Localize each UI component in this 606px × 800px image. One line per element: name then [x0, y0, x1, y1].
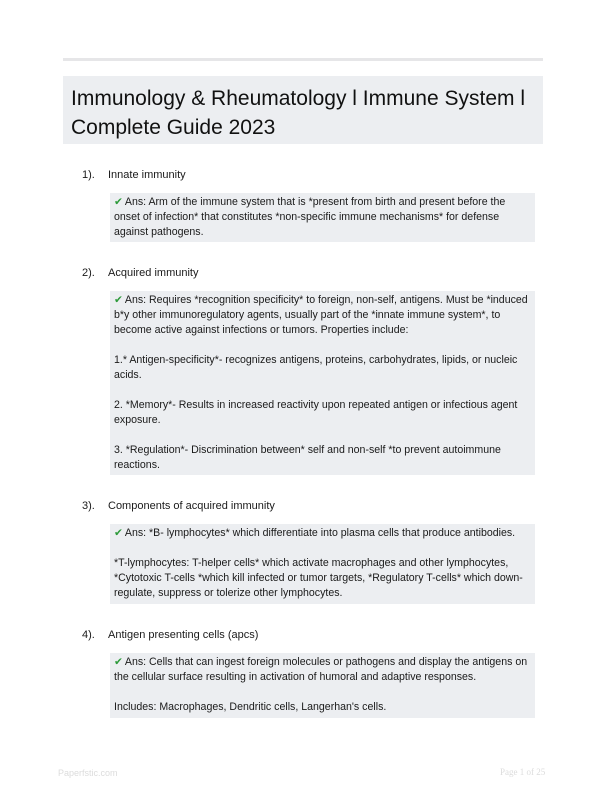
top-divider [63, 58, 543, 61]
page-number: Page 1 of 25 [500, 767, 546, 777]
answer-box [110, 653, 535, 718]
question-term: Acquired immunity [108, 267, 199, 279]
answer-paragraph: 3. *Regulation*- Discrimination between* self and non-self *to prevent autoimmune reactions. [114, 444, 501, 471]
answer-paragraph: ✔ Ans: *B- lymphocytes* which differentiate into plasma cells that produce antibodies. [114, 527, 516, 539]
answer-paragraph: ✔ Ans: Requires *recognition specificity* to foreign, non-self, antigens. Must be *induced b*y other immunoregulatory agents, usually part of the *innate immune system*, to become active against infections or tumors. Properties include: [114, 294, 528, 336]
answer-paragraph: 2. *Memory*- Results in increased reactivity upon repeated antigen or infectious agent exposure. [114, 399, 518, 426]
question-term: Antigen presenting cells (apcs) [108, 629, 259, 641]
question-number: 3). [82, 500, 95, 512]
footer-watermark: Paperfstic.com [58, 768, 118, 778]
checkmark-icon: ✔ [114, 196, 123, 208]
answer-paragraph: 1.* Antigen-specificity*- recognizes antigens, proteins, carbohydrates, lipids, or nucleic acids. [114, 354, 518, 381]
answer-box [110, 291, 535, 475]
answer-paragraph: ✔ Ans: Cells that can ingest foreign molecules or pathogens and display the antigens on the cellular surface resulting in activation of humoral and adaptive responses. [114, 656, 528, 683]
checkmark-icon: ✔ [114, 294, 123, 306]
question-number: 4). [82, 629, 95, 641]
page-title: Immunology & Rheumatology l Immune System l Complete Guide 2023 [71, 87, 526, 139]
question-term: Innate immunity [108, 169, 186, 181]
question-number: 1). [82, 169, 95, 181]
answer-paragraph: ✔ Ans: Arm of the immune system that is *present from birth and present before the onset of infection* that constitutes *non-specific immune mechanisms* for defense against pathogens. [114, 196, 506, 238]
answer-box [110, 524, 535, 604]
answer-paragraph: *T-lymphocytes: T-helper cells* which activate macrophages and other lymphocytes, *Cytotoxic T-cells *which kill infected or tumor targets, *Regulatory T-cells* which down-regulate, suppress or tolerize other lymphocytes. [114, 557, 523, 599]
title-banner [63, 76, 543, 144]
answer-paragraph: Includes: Macrophages, Dendritic cells, Langerhan's cells. [114, 701, 387, 713]
question-term: Components of acquired immunity [108, 500, 275, 512]
question-number: 2). [82, 267, 95, 279]
checkmark-icon: ✔ [114, 527, 123, 539]
answer-box [110, 193, 535, 242]
checkmark-icon: ✔ [114, 656, 123, 668]
